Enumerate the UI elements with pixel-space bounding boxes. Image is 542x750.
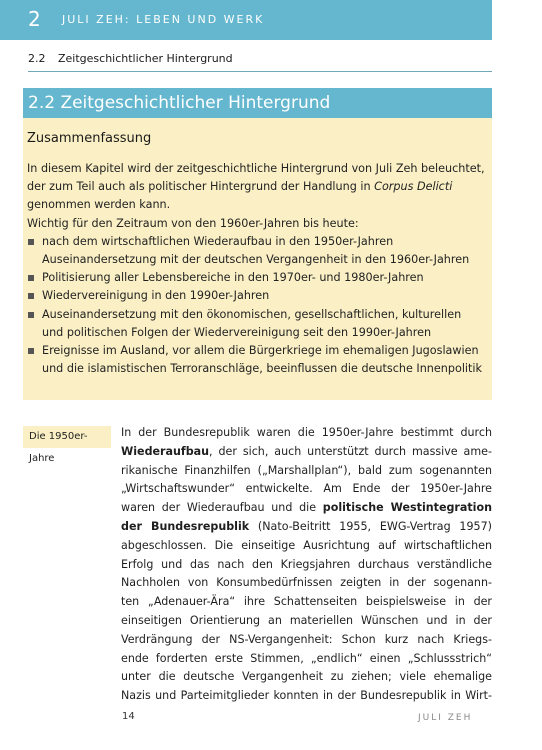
keyword: Wiederaufbau	[121, 444, 210, 458]
summary-bullet: Auseinandersetzung mit den ökonomischen, gesellschaftlichen, kulturellen und politischen Folgen der Wiedervereinigung seit den 1990er-Jahren	[27, 306, 485, 342]
body-line: ten „Adenauer-Ära“ ihre Schattenseiten beispielsweise in der	[121, 595, 492, 609]
chapter-title: JULI ZEH: LEBEN UND WERK	[62, 13, 265, 26]
margin-label: Die 1950er-Jahre	[23, 426, 111, 448]
body-line: Nazis und Parteimitglieder konnten in der Bundesrepublik in Wirt-	[121, 689, 492, 703]
summary-title: Zusammenfassung	[27, 131, 152, 146]
body-text-run: , der sich, auch unterstützt durch massive ame-	[209, 444, 492, 458]
summary-intro-end: genommen werden kann.	[27, 198, 171, 212]
running-header	[28, 52, 233, 66]
body-line: abgeschlossen. Die einseitige Ausrichtung auf wirtschaftlichen	[121, 538, 492, 552]
chapter-banner	[0, 0, 492, 40]
summary-bullet: Ereignisse im Ausland, vor allem die Bürgerkriege im ehemaligen Jugoslawien und die islamistischen Terroranschläge, beeinflussen die deutsche Innenpolitik	[27, 342, 485, 378]
section-heading: 2.2 Zeitgeschichtlicher Hintergrund	[28, 93, 331, 113]
body-line: In der Bundesrepublik waren die 1950er-Jahre bestimmt durch	[121, 426, 492, 439]
body-line	[121, 518, 492, 537]
summary-bullet: nach dem wirtschaftlichen Wiederaufbau in den 1950er-Jahren Auseinandersetzung mit der deutschen Vergangenheit in den 1960er-Jahren	[27, 233, 485, 269]
keyword: politische Westintegration	[322, 501, 492, 515]
author-footer: JULI ZEH	[418, 713, 473, 723]
body-line: einseitigen Orientierung an materiellen Wünschen und in der	[121, 613, 492, 627]
book-title: Corpus Delicti	[374, 180, 453, 194]
summary-body	[27, 160, 485, 378]
summary-bullet: Politisierung aller Lebensbereiche in den 1970er- und 1980er-Jahren	[27, 269, 485, 287]
summary-intro	[27, 160, 485, 215]
keyword: der Bundesrepublik	[121, 519, 250, 533]
summary-lead: Wichtig für den Zeitraum von den 1960er-Jahren bis heute:	[27, 216, 359, 230]
body-line: Nachholen von Konsumbedürfnissen zeigten in der sogenann-	[121, 576, 492, 590]
body-line: Erfolg und das nach den Kriegsjahren durchaus verständliche	[121, 557, 492, 571]
summary-bullet: Wiedervereinigung in den 1990er-Jahren	[27, 287, 485, 305]
body-line	[121, 443, 492, 462]
body-line: unter die deutsche Vergangenheit zu ziehen; viele ehemalige	[121, 670, 492, 684]
section-number: 2.2	[28, 52, 46, 65]
page-number: 14	[122, 711, 135, 722]
body-text-run: (Nato-Beitritt 1955, EWG-Vertrag 1957)	[249, 519, 492, 533]
body-text-run: waren der Wiederaufbau und die	[121, 501, 323, 515]
summary-box	[23, 118, 492, 400]
summary-intro-text: In diesem Kapitel wird der zeitgeschichtliche Hintergrund von Juli Zeh beleuchtet, der zum Teil auch als politischer Hintergrund der Handlung in	[27, 162, 485, 194]
body-text	[121, 424, 492, 706]
header-divider	[28, 71, 492, 72]
body-line	[121, 499, 492, 518]
body-line: rikanische Finanzhilfen („Marshallplan“), bald zum sogenannten	[121, 463, 492, 477]
body-line: ende forderten erste Stimmen, „endlich“ einen „Schlussstrich“	[121, 651, 492, 665]
chapter-number: 2	[28, 7, 41, 31]
body-line: „Wirtschaftswunder“ entwickelte. Am Ende der 1950er-Jahre	[121, 482, 492, 496]
section-title: Zeitgeschichtlicher Hintergrund	[58, 52, 233, 65]
body-line: Verdrängung der NS-Vergangenheit: Schon kurz nach Kriegs-	[121, 632, 492, 646]
summary-bullet-list	[27, 233, 485, 379]
section-heading-banner	[23, 88, 492, 118]
